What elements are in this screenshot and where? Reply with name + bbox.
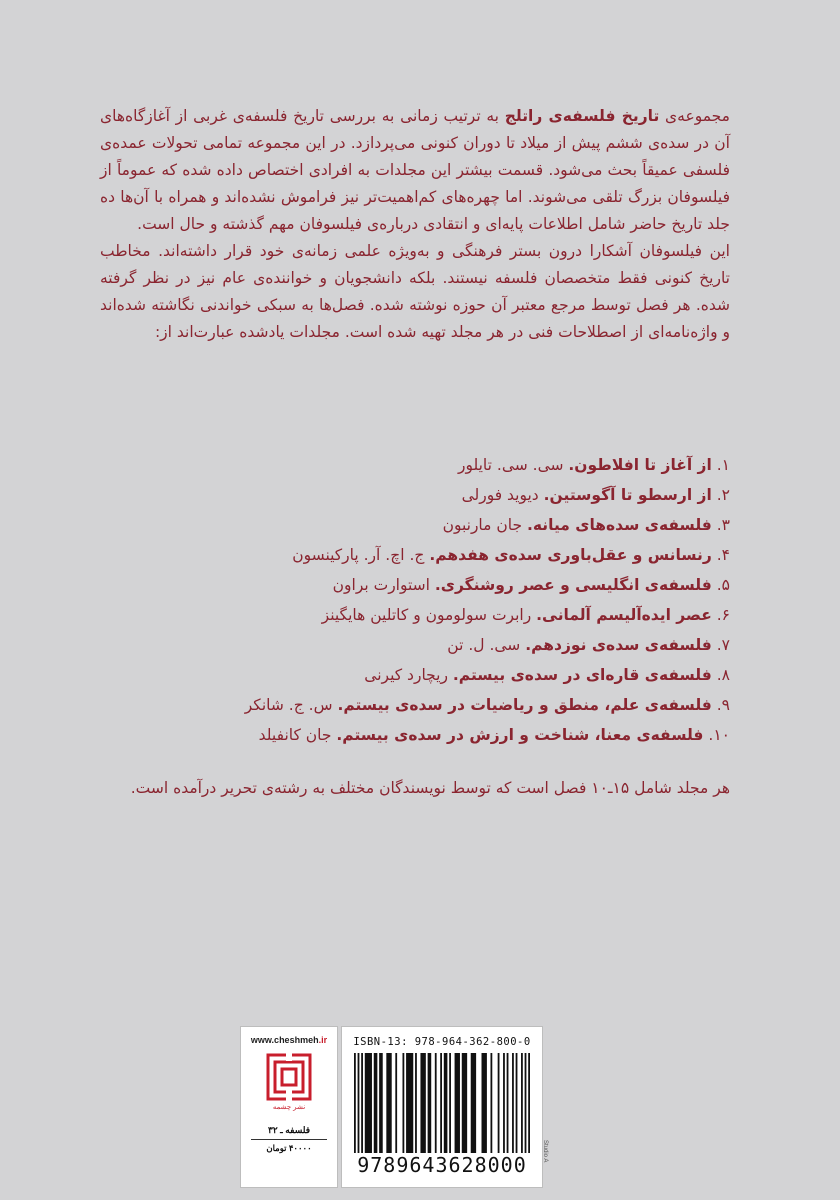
volume-item: ۲. از ارسطو تا آگوستین. دیوید فورلی xyxy=(461,486,730,504)
volume-author: سی. ل. تن xyxy=(447,636,521,654)
barcode-bar xyxy=(358,1053,360,1153)
volume-item: ۴. رنسانس و عقل‌باوری سده‌ی هفدهم. ج. اچ. آر. پارکینسون xyxy=(292,546,730,564)
barcode-bar xyxy=(525,1053,527,1153)
divider xyxy=(251,1139,327,1140)
series-number: فلسفه ـ ۳۲ xyxy=(268,1125,310,1135)
closing-paragraph: هر مجلد شامل ۱۵ـ۱۰ فصل است که توسط نویسندگان مختلف به رشته‌ی تحریر درآمده است. xyxy=(130,779,730,797)
barcode-bar xyxy=(415,1053,417,1153)
barcode-bar xyxy=(462,1053,467,1153)
volume-title: از آغاز تا افلاطون. xyxy=(568,456,712,474)
volume-author: س. ج. شانکر xyxy=(244,696,333,714)
barcode-bar xyxy=(507,1053,509,1153)
volume-title: از ارسطو تا آگوستین. xyxy=(543,486,712,504)
barcode-bar xyxy=(420,1053,425,1153)
publisher-url: www.cheshmeh.ir xyxy=(250,1035,328,1045)
series-title: تاریخ فلسفه‌ی راتلج xyxy=(504,107,660,125)
barcode-bar xyxy=(395,1053,397,1153)
barcode-bar xyxy=(490,1053,492,1153)
publisher-imprint: نشر چشمه xyxy=(272,1104,306,1111)
volume-item: ۶. عصر ایده‌آلیسم آلمانی. رابرت سولومون و کاتلین هایگینز xyxy=(321,606,730,624)
barcode-bar xyxy=(471,1053,476,1153)
barcode-bar xyxy=(444,1053,448,1153)
barcode-bar xyxy=(402,1053,404,1153)
barcode-bar xyxy=(440,1053,442,1153)
isbn-label: ISBN-13: 978-964-362-800-0 xyxy=(353,1036,531,1048)
volume-title: فلسفه‌ی معنا، شناخت و ارزش در سده‌ی بیستم. xyxy=(336,726,704,744)
volume-author: جان کانفیلد xyxy=(258,726,332,744)
barcode-icon xyxy=(354,1053,530,1153)
barcode-bar xyxy=(379,1053,383,1153)
barcode-panel xyxy=(341,1026,543,1188)
volume-item: ۷. فلسفه‌ی سده‌ی نوزدهم. سی. ل. تن xyxy=(447,636,730,654)
volume-author: جان مارنبون xyxy=(442,516,523,534)
studio-credit: Studio A xyxy=(542,1140,548,1163)
volume-item: ۱۰. فلسفه‌ی معنا، شناخت و ارزش در سده‌ی بیستم. جان کانفیلد xyxy=(258,726,730,744)
volume-item: ۳. فلسفه‌ی سده‌های میانه. جان مارنبون xyxy=(442,516,730,534)
intro-text-1: مجموعه‌ی xyxy=(659,107,730,125)
volume-author: ریچارد کیرنی xyxy=(364,666,448,684)
barcode-bar xyxy=(365,1053,372,1153)
barcode-digits: 9789643628000 xyxy=(357,1153,527,1177)
barcode-bar xyxy=(528,1053,530,1153)
volume-title: فلسفه‌ی سده‌های میانه. xyxy=(527,516,712,534)
barcode-bar xyxy=(498,1053,500,1153)
volume-title: فلسفه‌ی قاره‌ای در سده‌ی بیستم. xyxy=(452,666,712,684)
volume-author: استوارت براون xyxy=(332,576,430,594)
volume-author: دیوید فورلی xyxy=(461,486,539,504)
volume-title: فلسفه‌ی سده‌ی نوزدهم. xyxy=(525,636,712,654)
volume-author: ج. اچ. آر. پارکینسون xyxy=(292,546,425,564)
description-block xyxy=(100,103,730,346)
volume-list xyxy=(210,450,730,750)
barcode-bar xyxy=(516,1053,518,1153)
publisher-panel xyxy=(240,1026,338,1188)
volume-author: رابرت سولومون و کاتلین هایگینز xyxy=(321,606,532,624)
barcode-bar xyxy=(428,1053,432,1153)
barcode-bar xyxy=(512,1053,514,1153)
barcode-bar xyxy=(406,1053,413,1153)
intro-paragraph-1 xyxy=(100,103,730,238)
barcode-bar xyxy=(361,1053,363,1153)
volume-author: سی. سی. تایلور xyxy=(457,456,564,474)
volume-item: ۱. از آغاز تا افلاطون. سی. سی. تایلور xyxy=(457,456,730,474)
volume-title: رنسانس و عقل‌باوری سده‌ی هفدهم. xyxy=(429,546,712,564)
barcode-bar xyxy=(521,1053,523,1153)
barcode-bar xyxy=(503,1053,505,1153)
volume-title: عصر ایده‌آلیسم آلمانی. xyxy=(536,606,712,624)
intro-paragraph-2: این فیلسوفان آشکارا درون بستر فرهنگی و به‌ویژه علمی زمانه‌ی خود قرار داشته‌اند. مخاطب تاریخ کنونی فقط متخصصان فلسفه نیستند. بلکه دانشجویان و خواننده‌ی عام نیز در نظر گرفته شده. هر فصل توسط مرجع معتبر آن حوزه نوشته شده. فصل‌ها به سبکی خواندنی نگاشته شده‌اند و واژه‌نامه‌ای از اصطلاحات فنی در هر مجلد تهیه شده است. مجلدات یادشده عبارت‌اند از: xyxy=(100,242,730,341)
volume-title: فلسفه‌ی علم، منطق و ریاضیات در سده‌ی بیستم. xyxy=(337,696,712,714)
barcode-bar xyxy=(455,1053,460,1153)
barcode-bar xyxy=(354,1053,356,1153)
volume-title: فلسفه‌ی انگلیسی و عصر روشنگری. xyxy=(434,576,712,594)
barcode-bar xyxy=(449,1053,451,1153)
barcode-bar xyxy=(435,1053,437,1153)
barcode-bar xyxy=(374,1053,378,1153)
barcode-bar xyxy=(482,1053,487,1153)
barcode-bar xyxy=(386,1053,391,1153)
publisher-logo-icon xyxy=(266,1051,312,1101)
intro-text-2: به ترتیب زمانی به بررسی تاریخ فلسفه‌ی غربی از آغازگاه‌های آن در سده‌ی ششم پیش از میلاد تا دوران کنونی می‌پردازد. در این مجموعه تمامی تحولات عمده‌ی فلسفی عمیقاً بحث می‌شود. قسمت بیشتر این مجلدات به افرادی اختصاص داده شده که عموماً از فیلسوفان بزرگ تلقی می‌شوند. اما چهره‌های کم‌اهمیت‌تر نیز فراموش نشده‌اند و همراه با آن‌ها ده جلد تاریخ حاضر شامل اطلاعات پایه‌ای و انتقادی درباره‌ی فیلسوفان مهم گذشته و حال است. xyxy=(100,107,730,233)
volume-item: ۹. فلسفه‌ی علم، منطق و ریاضیات در سده‌ی بیستم. س. ج. شانکر xyxy=(244,696,730,714)
volume-item: ۵. فلسفه‌ی انگلیسی و عصر روشنگری. استوارت براون xyxy=(332,576,730,594)
volume-item: ۸. فلسفه‌ی قاره‌ای در سده‌ی بیستم. ریچارد کیرنی xyxy=(364,666,730,684)
price: ۴۰۰۰۰ تومان xyxy=(266,1143,312,1153)
